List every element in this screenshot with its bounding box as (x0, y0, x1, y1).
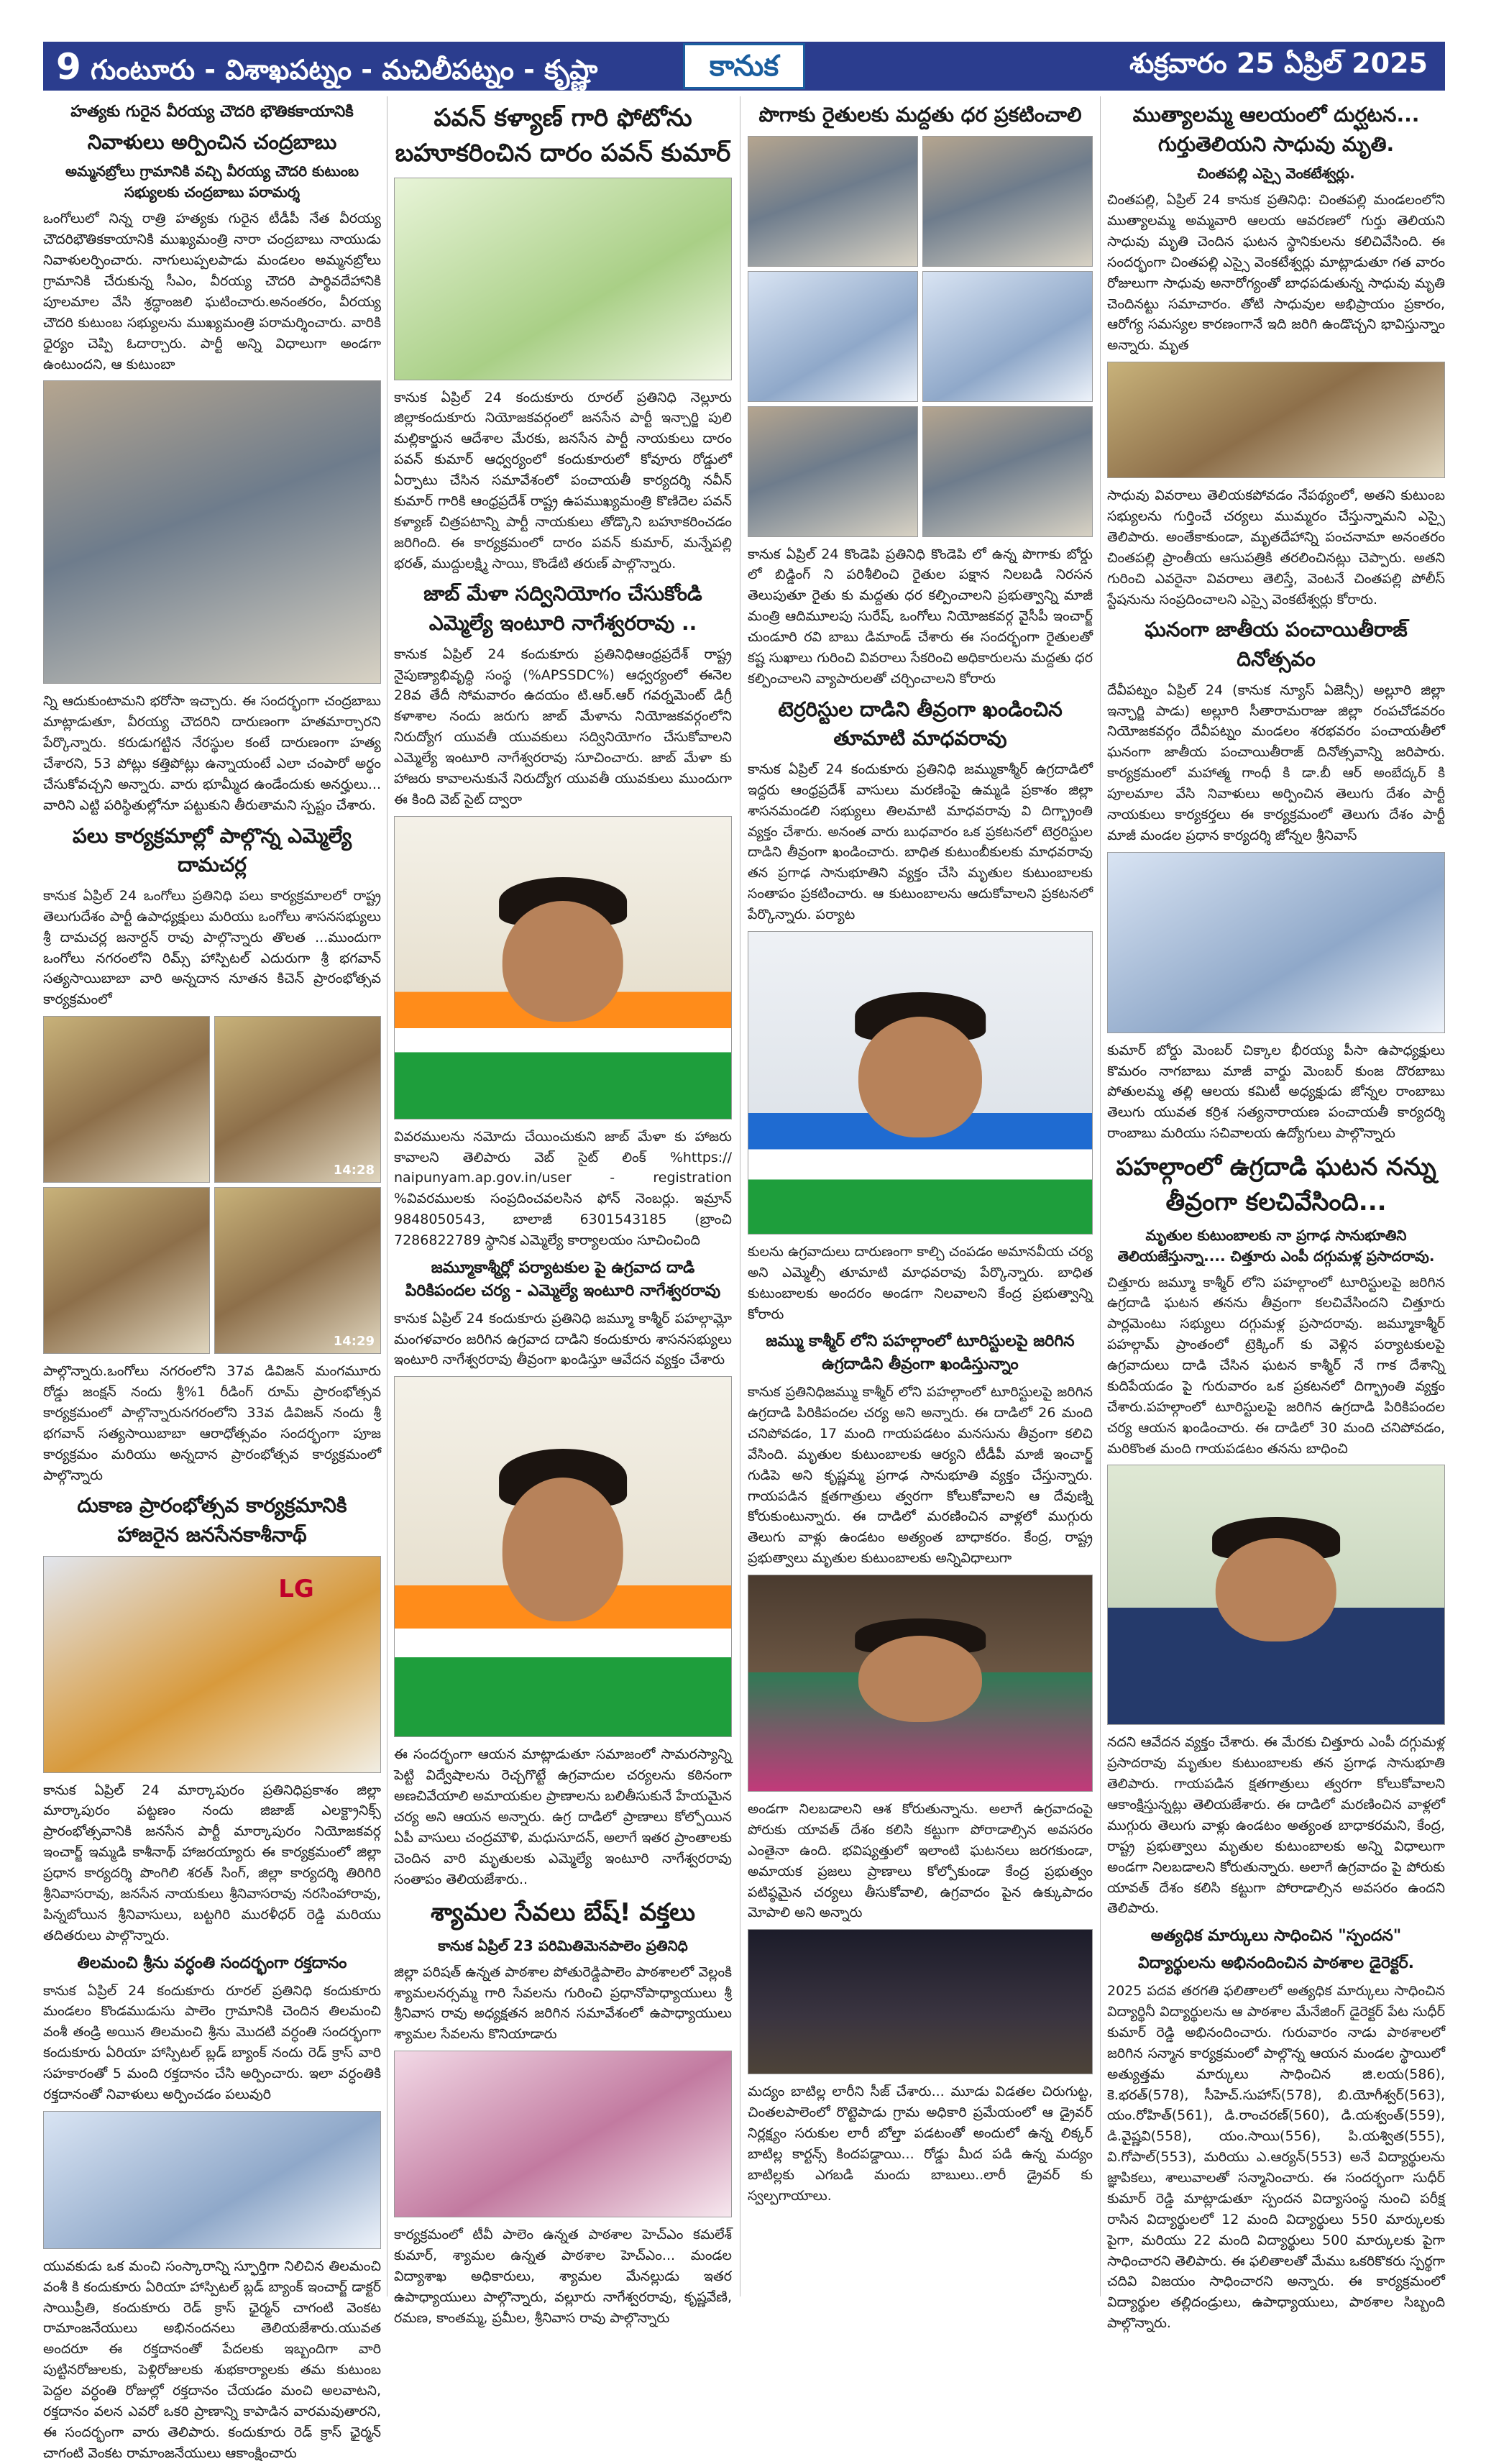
shop-sign-text: LG (278, 1574, 314, 1603)
liquor-lorry-photo (748, 1929, 1093, 2074)
headline: పలు కార్యక్రమాల్లో పాల్గొన్న ఎమ్మెల్యే దామచర్ల (72, 823, 352, 877)
article-body: కానుక ఏప్రిల్ 24 కందుకూరు ప్రతినిధి జమ్ముకాశ్మీర్ ఉగ్రదాడిలో ఇద్దరు ఆంధ్రప్రదేశ్ వాసులు మరణింపై ఉమ్మడి ప్రకాశం జిల్లా శాసనమండలి సభ్యులు తిలమాటి మాధవరావు వి దిగ్భ్రాంతి వ్యక్తం చేశారు. అనంత వారు బుధవారం ఒక ప్రకటనలో టెర్రరిస్టుల దాడిని తీవ్రంగా ఖండించారు. బాధిత కుటుంబీకులకు మాధవరావు తన ప్రగాఢ సానుభూతిని వ్యక్తం చేసి మృతుల కుటుంబాలకు సంతాపం ప్రకటించారు. ఆ కుటుంబాలను ఆదుకోవాలని ప్రకటనలో పేర్కొన్నారు. పర్యాట (748, 761, 1093, 923)
article-body: ఈ సందర్భంగా ఆయన మాట్లాడుతూ సమాజంలో సామరస్యాన్ని పెట్టి విద్వేషాలను రెచ్చగొట్టే ఉగ్రవాదుల చర్యలను కఠినంగా అణచివేయాలి అమాయకుల ప్రాణాలను బలితీసుకునే హేయమైన చర్య అని ఆయన అన్నారు. ఉగ్ర దాడిలో ప్రాణాలు కోల్పోయిన ఏపీ వాసులు చంద్రమౌళి, మధుసూదన్, అలాగే ఇతర ప్రాంతాలకు చెందిన వారి మృతులకు ఎమ్మెల్యే ఇంటూరి నాగేశ్వరరావు సంతాపం తెలియజేశారు.. (394, 1746, 732, 1887)
column-3 (748, 96, 1093, 2296)
headline: దుకాణ ప్రారంభోత్సవ కార్యక్రమానికి హాజరైన జనసేనకాశీనాథ్ (77, 1493, 347, 1547)
article-body: సాధువు వివరాలు తెలియకపోవడం నేపథ్యంలో, అతని కుటుంబ సభ్యులను గుర్తించే చర్యలు ముమ్మరం చేస్తున్నామని ఎస్సై తెలిపారు. అంతేకాకుండా, మృతదేహాన్ని పంచనామా అనంతరం చింతపల్లి ప్రాంతీయ ఆసుపత్రికి తరలించినట్లు చెప్పారు. అతని గురించి ఎవరైనా వివరాలు తెలిస్తే, వెంటనే చింతపల్లి పోలీస్ స్టేషనును సంప్రదించాలని ఎస్సై వెంకటేశ్వర్లు కోరారు. (1107, 487, 1445, 608)
farmers-photo (748, 271, 918, 402)
subheadline: కానుక ఏప్రిల్ 23 పరిమితిమెనపాలెం ప్రతినిధి (438, 1936, 688, 1954)
article-body: కానుక ఏప్రిల్ 24 కందుకూరు ప్రతినిధిఆంధ్రప్రదేశ్ రాష్ట్ర నైపుణ్యాభివృద్ధి సంస్థ (%APSSDC%) ఆధ్వర్యంలో ఈనెల 28వ తేదీ సోమవారం ఉదయం టి.ఆర్.ఆర్ గవర్నమెంట్ డిగ్రీ కళాశాల నందు జరుగు జాబ్ మేళాను నియోజకవర్గంలోని నిరుద్యోగ యువతీ యువకులు సద్వినియోగం చేసుకోవాలని ఎమ్మెల్యే ఇంటూరి నాగేశ్వరరావు సూచించారు. జాబ్ మేళా కు హాజరు కావాలనుకునే నిరుద్యోగ యువతీ యువకులు ముందుగా ఈ కింది వెబ్ సైట్ ద్వారా (394, 646, 732, 807)
headline: పవన్ కళ్యాణ్ గారి ఫోటోను బహూకరించిన దారం పవన్ కుమార్ (395, 104, 731, 168)
headline: ఘనంగా జాతీయ పంచాయితీరాజ్ దినోత్సవం (1145, 618, 1408, 672)
article-body: వివరములను నమోదు చేయించుకుని జాబ్ మేళా కు హాజరు కావాలని తెలిపారు వెబ్ సైట్ లింక్ %https:// naipunyam.ap.gov.in/user - registration %వివరములకు సంప్రదించవలసిన ఫోన్ నెంబర్లు. ఇమ్రాన్ 9848050543, బాలాజీ 6301543185 (బ్రాంచి 7286822789 స్థానిక ఎమ్మెల్యే కార్యాలయం సూచించింది (394, 1128, 732, 1249)
article-tobacco-farmers (748, 101, 1093, 690)
article-body: కానుక ఏప్రిల్ 24 ఒంగోలు ప్రతినిధి పలు కార్యక్రమాలలో రాష్ట్ర తెలుగుదేశం పార్టీ ఉపాధ్యక్షులు మరియు ఒంగోలు శాసనసభ్యులు శ్రీ దామచర్ల జనార్దన్ రావు పాల్గొన్నారు తొలత ...ముందుగా ఒంగోలు నగరంలోని రిమ్స్ హాస్పిటల్ ఎదురుగా శ్రీ భగవాన్ సత్యసాయిబాబా వారి అన్నదాన నూతన కిచెన్ ప్రారంభోత్సవ కార్యక్రమంలో (43, 887, 381, 1008)
photo-timestamp: 14:28 (333, 1163, 375, 1178)
blood-donation-photo (43, 2111, 381, 2249)
article-chandrababu (43, 101, 381, 816)
column-2 (394, 96, 732, 2326)
headline: పహల్గాంలో ఉగ్రదాడి ఘటన నన్ను తీవ్రంగా కలచివేసింది... (1116, 1153, 1436, 1217)
leader-portrait (748, 1575, 1093, 1792)
article-body: యువకుడు ఒక మంచి సంస్కారాన్ని స్ఫూర్తిగా నిలిచిన తిలమంచి వంశీ కి కందుకూరు ఏరియా హాస్పిటల్ బ్లడ్ బ్యాంక్ ఇంచార్జ్ డాక్టర్ సాయిప్రీతి, కందుకూరు రెడ్ క్రాస్ ఛైర్మన్ చాగంటి వెంకట రామాంజనేయులు అభినందనలు తెలియజేశారు.యువత అందరూ ఈ రక్తదానంతో పేదలకు ఇబ్బందిగా వారి పుట్టినరోజులకు, పెళ్లిరోజులకు శుభకార్యాలకు తమ కుటుంబ పెద్దల వర్ధంతి రోజుల్లో రక్తదానం చేయడం మంచి అలవాటని, రక్తదానం వలన ఎవరో ఒకరి ప్రాణాన్ని కాపాడిన వారమవుతారని, ఈ సందర్భంగా వారు తెలిపారు. కందుకూరు రెడ్ క్రాస్ ఛైర్మన్ చాగంటి వెంకట రామాంజనేయులు ఆకాంక్షించారు (43, 2258, 381, 2461)
article-body: కానుక ఏప్రిల్ 24 కందుకూరు రూరల్ ప్రతినిధి నెల్లూరు జిల్లాకందుకూరు నియోజకవర్గంలో జనసేన పార్టీ ఇన్చార్జి పులి మల్లికార్జున ఆదేశాల మేరకు, జనసేన పార్టీ నాయకులు దారం పవన్ కుమార్ ఆధ్వర్యంలో కందుకూరులో కోవూరు రోడ్డులో ఏర్పాటు చేసిన సమావేశంలో పంచాయతీ కార్యదర్శి నవీన్ కుమార్ గారికి ఆంధ్రప్రదేశ్ రాష్ట్ర ఉపముఖ్యమంత్రి కొణిదెల పవన్ కళ్యాణ్ చిత్రపటాన్ని పార్టీ నాయకులు తోడ్కొని బహూకరించడం జరిగింది. ఈ కార్యక్రమంలో దారం పవన్ కుమార్, మన్నేపల్లి భరత్, ముద్దులక్ష్మి సాయి, కొండేటి తరుణ్ పాల్గొన్నారు. (394, 389, 732, 572)
mp-portrait (1107, 1465, 1445, 1725)
article-body: మద్యం బాటిల్ల లారీని సీజ్ చేశారు... మూడు విడతల చిరుగుట్ట, చింతలపాలెంలో రొట్టెపాడు గ్రామ అధికారి ప్రమేయంలో ఆ డ్రైవర్ నిర్లక్ష్యం సరుకుల లారీ బోల్తా పడటంతో అందులో ఉన్న లిక్కర్ బాటిల్ల కార్టన్స్ కిందపడ్డాయి... రోడ్డు మీద పడి ఉన్న మద్యం బాటిల్లకు ఎగబడి మందు బాబులు..లారీ డ్రైవర్ కు స్వల్పగాయాలు. (748, 2084, 1093, 2204)
headline: అత్యధిక మార్కులు సాధించిన "స్పందన" (1150, 1927, 1402, 1946)
masthead (43, 42, 1445, 91)
headline: జమ్ము కాశ్మీర్ లోని పహల్గాంలో టూరిస్టులపై జరిగిన ఉగ్రదాడిని తీవ్రంగా ఖండిస్తున్నాం (766, 1332, 1075, 1374)
headline: టెర్రరిస్టుల దాడిని తీవ్రంగా ఖండించిన తూమాటి మాధవరావు (778, 697, 1063, 751)
headline: జాబ్ మేళా సద్వినియోగం చేసుకోండి ఎమ్మెల్యే ఇంటూరి నాగేశ్వరరావు .. (423, 582, 702, 636)
farmers-photo (922, 271, 1093, 402)
farmers-photo (922, 136, 1093, 267)
article-body: కానుక ఏప్రిల్ 24 మార్కాపురం ప్రతినిధిప్రకాశం జిల్లా మార్కాపురం పట్టణం నందు జిజాజ్ ఎలక్ట్రానిక్స్ ప్రారంభోత్సవానికి జనసేన పార్టీ మార్కాపురం నియోజకవర్గ ఇంచార్జ్ ఇమ్మడి కాశీనాథ్ హాజరయ్యారు ఈ కార్యక్రమంలో జిల్లా ప్రధాన కార్యదర్శి పొంగిలి శరత్ సింగ్, జిల్లా కార్యదర్శి తిరిగిరి శ్రీనివాసరావు, జనసేన నాయకులు శ్రీనివాసరావు నరసింహారావు, పిన్నబోయిన శ్రీనివాసులు, బట్టగిరి మురళీధర్ రెడ్డి మరియు తదితరులు పాల్గొన్నారు. (43, 1782, 381, 1943)
event-photo (43, 1187, 210, 1354)
article-jk-attack-mla (394, 1257, 732, 1890)
article-body: కానుక ఏప్రిల్ 24 కొండెపి ప్రతినిధి కొండెపి లో ఉన్న పొగాకు బోర్డు లో బిడ్డింగ్ ని పరిశీలించి రైతుల పక్షాన నిలబడి నిరసన తెలుపుతూ రైతు కు మద్దతు ధర కల్పించాలని ప్రభుత్వాన్ని మాజీ మంత్రి ఆదిమూలపు సురేష్, ఒంగోలు నియోజకవర్గ వైసీపీ ఇంచార్జ్ చుండూరి రవి బాబు డిమాండ్ చేశారు ఈ సందర్భంగా రైతులతో కష్ట సుఖాలు గురించి వివరాలు సేకరించి అధికారులను మద్దతు ధర కల్పించాలని వ్యాపారులతో చర్చించాలని కోరారు (748, 546, 1093, 687)
article-tumati (748, 695, 1093, 1325)
issue-date: శుక్రవారం 25 ఏప్రిల్ 2025 (1129, 47, 1428, 79)
article-body: 2025 పదవ తరగతి ఫలితాలలో అత్యధిక మార్కులు సాధించిన విద్యార్థినీ విద్యార్థులను ఆ పాఠశాల మేనేజింగ్ డైరెక్టర్ పేట సుధీర్ కుమార్ రెడ్డి అభినందించారు. గురువారం నాడు పాఠశాలలో జరిగిన సన్మాన కార్యక్రమంలో పాల్గొన్న ఆయన మండల స్థాయిలో అత్యుత్తమ మార్కులు సాధించిన జి.లయ(586), కె.భరత్(578), సీహెచ్.సుహాస్(578), బి.యోగీశ్వర్(563), యం.రోహిత్(561), డి.రాంచరణ్(560), డి.యశ్వంత్(559), డి.వైష్ణవి(558), యం.సాయి(556), పి.యశ్విత(555), వి.గోపాల్(553), మరియు ఎ.ఆర్యన్(553) అనే విద్యార్థులను జ్ఞాపికలు, శాలువాలతో సన్మానించారు. ఈ సందర్భంగా సుధీర్ కుమార్ రెడ్డి మాట్లాడుతూ స్పందన విద్యాసంస్థ నుంచి పరీక్ష రాసిన విద్యార్థులలో 12 మంది విద్యార్థులు 550 మార్కులకు పైగా, మరియు 22 మంది విద్యార్థులు 500 మార్కులకు పైగా సాధించారని తెలిపారు. ఈ ఫలితాలతో మేము ఒకరికొకరు స్పర్థగా చదివి విజయం సాధించారని అన్నారు. ఈ కార్యక్రమంలో విద్యార్థుల తల్లిదండ్రులు, ఉపాధ్యాయులు, పాఠశాల సిబ్బంది పాల్గొన్నారు. (1107, 1983, 1445, 2332)
article-sadhu-death (1107, 101, 1445, 610)
farmers-photo (748, 406, 918, 537)
article-pawan-photo (394, 101, 732, 574)
article-spandana-school (1107, 1925, 1445, 2334)
column-divider (1100, 96, 1101, 2296)
photo-presentation (394, 178, 732, 380)
article-body: కానుక ప్రతినిధిజమ్ము కాశ్మీర్ లోని పహల్గాంలో టూరిస్టులపై జరిగిన ఉగ్రదాడి పిరికిపందల చర్య అని అన్నారు. ఈ దాడిలో 26 మంది చనిపోవడం, 17 మంది గాయపడటం మనసును తీవ్రంగా కలిచి వేసింది. మృతుల కుటుంబాలకు ఆర్యని టీడీపీ మాజీ ఇంచార్జ్ గుడిపె అని కృష్ణమ్మ ప్రగాఢ సానుభూతి వ్యక్తం చేస్తున్నారు. గాయపడిన క్షతగాత్రులు త్వరగా కోలుకోవాలని ఆ దేవుణ్ని కోరుకుంటున్నారు. ఈ దాడిలో మరణించిన వాళ్లలో ముగ్గురు తెలుగు వాళ్లు ఉండటం అత్యంత బాధాకరం. కేంద్ర, రాష్ట్ర ప్రభుత్వాలు మృతుల కుటుంబాలకు అన్నివిధాలుగా (748, 1384, 1093, 1567)
headline: పొగాకు రైతులకు మద్దతు ధర ప్రకటించాలి (758, 103, 1082, 127)
article-pahalgam-condemn (748, 1330, 1093, 2206)
felicitation-photo (394, 2051, 732, 2217)
subheadline: అమ్మనబ్రోలు గ్రామానికి వచ్చి వీరయ్య చౌదరి కుటుంబ సభ్యులకు చంద్రబాబు పరామర్శ (65, 162, 359, 201)
column-1 (43, 96, 381, 2461)
article-body: కార్యక్రమంలో టీవీ పాలెం ఉన్నత పాఠశాల హెచ్ఎం కమలేశ్ కుమార్, శ్యామల ఉన్నత పాఠశాల హెచ్ఎం... మండల విద్యాశాఖ అధికారులు, శ్యామల మేనల్లుడు ఇతర ఉపాధ్యాయులు పాల్గొన్నారు, వల్లూరు నాగేశ్వరరావు, కృష్ణవేణి, రమణ, కాంతమ్మ, ప్రమీల, శ్రీనివాస రావు పాల్గొన్నారు (394, 2227, 732, 2326)
mla-portrait (394, 1376, 732, 1737)
temple-photo (1107, 362, 1445, 478)
farmers-photo (922, 406, 1093, 537)
panchayat-photo (1107, 852, 1445, 1033)
article-job-mela (394, 580, 732, 1250)
event-photo (214, 1016, 381, 1183)
region-title: గుంటూరు - విశాఖపట్నం - మచిలీపట్నం - కృష్ణా (91, 54, 598, 86)
article-body: చింతపల్లి, ఏప్రిల్ 24 కానుక ప్రతినిధి: చింతపల్లి మండలంలోని ముత్యాలమ్మ అమ్మవారి ఆలయ ఆవరణలో గుర్తు తెలియని సాధువు మృతి చెందిన ఘటన స్థానికులను కలిచివేసింది. ఈ సందర్భంగా చింతపల్లి ఎస్సై వెంకటేశ్వర్లు మాట్లాడుతూ గత వారం రోజులుగా సాధువు అనారోగ్యంతో బాధపడుతున్న సాధువు మృతి చెందినట్టు సమాచారం. తోటి సాధువుల అభిప్రాయం ప్రకారం, ఆరోగ్య సమస్యల కారణంగానే ఇది జరిగి ఉండొచ్చని భావిస్తున్నాం అన్నారు. మృత (1107, 192, 1445, 354)
article-shop-opening (43, 1491, 381, 1946)
column-4 (1107, 96, 1445, 2332)
mlc-portrait (748, 931, 1093, 1235)
article-body: ఒంగోలులో నిన్న రాత్రి హత్యకు గురైన టీడీపీ నేత వీరయ్య చౌదరిభౌతికకాయానికి ముఖ్యమంత్రి నారా చంద్రబాబు నాయుడు నివాళులర్పించారు. నాగులుప్పలపాడు మండలం అమ్మనబ్రోలు గ్రామానికి చేరుకున్న సీఎం, వీరయ్య చౌదరి పార్థివదేహానికి పూలమాల వేసి శ్రద్ధాంజలి ఘటించారు.అనంతరం, వీరయ్య చౌదరి కుటుంబ సభ్యులను ముఖ్యమంత్రి పరామర్శించారు. వారికి ధైర్యం చెప్పి ఓదార్చారు. పార్టీ అన్ని విధాలుగా అండగా ఉంటుందని, ఆ కుటుంబా (43, 211, 381, 372)
article-blood-donation (43, 1952, 381, 2464)
article-body: న్ని ఆదుకుంటామని భరోసా ఇచ్చారు. ఈ సందర్భంగా చంద్రబాబు మాట్లాడుతూ, వీరయ్య చౌదరిని దారుణంగా హతమార్చారని పేర్కొన్నారు. కరుడుగట్టిన నేరస్థుల కంటే దారుణంగా హత్య చేశారని, 53 పోట్లు కత్తిపోట్లు ఉన్నాయంటే ఎలా చంపారో అర్థం చేసుకోవచ్చని అన్నారు. వారు భూమ్మీద ఉండేందుకు అనర్హులు... వారిని ఎట్టి పరిస్థితుల్లోనూ పట్టుకుని తీరుతామని స్పష్టం చేశారు. (43, 693, 381, 813)
subheadline: మృతుల కుటుంబాలకు నా ప్రగాఢ సానుభూతిని తెలియజేస్తున్నా.... చిత్తూరు ఎంపీ దగ్గుమళ్ల ప్రసాదరావు. (1117, 1226, 1435, 1265)
article-mp-pahalgam (1107, 1150, 1445, 1919)
photo-grid (43, 1016, 381, 1354)
subheadline: చింతపల్లి ఎస్సై వెంకటేశ్వర్లు. (1197, 165, 1355, 183)
article-body: పాల్గొన్నారు.ఒంగోలు నగరంలోని 37వ డివిజన్ మంగమూరు రోడ్డు జంక్షన్ నందు శ్రీ%1 రీడింగ్ రూమ్ ప్రారంభోత్సవ కార్యక్రమంలో పాల్గొన్నారునగరంలోని 33వ డివిజన్ నందు శ్రీ భగవాన్ సత్యసాయిబాబా ఆరాధోత్సవం సందర్భంగా పూజ కార్యక్రమం మరియు అన్నదాన ప్రారంభోత్సవ కార్యక్రమంలో పాల్గొన్నారు (43, 1363, 381, 1483)
headline: హత్యకు గురైన వీరయ్య చౌదరి భౌతికకాయానికి (70, 103, 354, 121)
headline: ముత్యాలమ్మ ఆలయంలో దుర్ఘటన... గుర్తుతెలియని సాధువు మృతి. (1132, 103, 1420, 156)
photo-timestamp: 14:29 (333, 1334, 375, 1350)
photo-grid (748, 136, 1093, 537)
event-photo (43, 1016, 210, 1183)
page-number: 9 (56, 46, 81, 88)
headline: శ్యామల సేవలు బేష్! వక్తలు (430, 1898, 696, 1928)
farmers-photo (748, 136, 918, 267)
mla-portrait (394, 816, 732, 1119)
article-body: కానుక ఏప్రిల్ 24 కందుకూరు ప్రతినిధి జమ్మూ కాశ్మీర్ పహల్గామ్లో మంగళవారం జరిగిన ఉగ్రవాద దాడిని కందుకూరు శాసనసభ్యులు ఇంటూరి నాగేశ్వరరావు తీవ్రంగా ఖండిస్తూ ఆవేదన వ్యక్తం చేశారు (394, 1310, 732, 1368)
article-body: చిత్తూరు జమ్మూ కాశ్మీర్ లోని పహల్గాంలో టూరిస్టులపై జరిగిన ఉగ్రదాడి ఘటన తనను తీవ్రంగా కలచివేసిందని చిత్తూరు పార్లమెంటు సభ్యులు దగ్గుమళ్ల ప్రసాదరావు. జమ్మూకాశ్మీర్ పహల్గామ్ ప్రాంతంలో ట్రెక్కింగ్ కు వెళ్లిన పర్యాటకులపై ఉగ్రవాదులు దాడి చేసిన ఘటన కాశ్మీర్ నే గాక దేశాన్ని కుదిపేయడం పై గురువారం ఒక ప్రకటనలో దిగ్భ్రాంతి వ్యక్తం చేశారు.పహల్గాంలో టూరిస్టులపై జరిగిన ఉగ్రదాడి పిరికిపందల చర్య ఆయన ఖండించారు. ఈ దాడిలో 30 మంది చనిపోవడం, మరికొంత మంది గాయపడటం తనను బాధించి (1107, 1274, 1445, 1457)
article-body: జిల్లా పరిషత్ ఉన్నత పాఠశాల పోతురెడ్డిపాలెం పాఠశాలలో వెల్లంకి శ్యామలనర్సమ్మ గారి సేవలను గురించి ప్రధానోపాధ్యాయులు శ్రీ శ్రీనివాస రావు అధ్యక్షతన జరిగిన సమావేశంలో ఉపాధ్యాయులు శ్యామల సేవలను కొనియాడారు (394, 1964, 732, 2043)
article-damacharla (43, 822, 381, 1486)
headline: తిలమంచి శ్రీను వర్ధంతి సందర్భంగా రక్తదానం (77, 1954, 347, 1972)
article-panchayat-day (1107, 615, 1445, 1144)
article-body: కానుక ఏప్రిల్ 24 కందుకూరు రూరల్ ప్రతినిధి కందుకూరు మండలం కొండముడుసు పాలెం గ్రామానికి చెందిన తిలమంచి వంశీ తండ్రి అయిన తిలమంచి శ్రీను మొదటి వర్ధంతి సందర్భంగా కందుకూరు ఏరియా హాస్పిటల్ బ్లడ్ బ్యాంక్ నందు రెడ్ క్రాస్ వారి సహకారంతో 5 మంది రక్తదానం చేసి అర్పించారు. ఇలా వర్ధంతికి రక్తదానంతో నివాళులు అర్పించడం పలువురి (43, 1982, 381, 2102)
masthead-left (56, 46, 597, 93)
article-body: కులను ఉగ్రవాదులు దారుణంగా కాల్చి చంపడం అమానవీయ చర్య అని ఎమ్మెల్సీ తూమాటి మాధవరావు పేర్కొన్నారు. బాధిత కుటుంబాలకు అందరం అండగా నిలవాలని కేంద్ర ప్రభుత్వాన్ని కోరారు (748, 1243, 1093, 1322)
shop-opening-photo (43, 1556, 381, 1773)
article-body: దేవీపట్నం ఏప్రిల్ 24 (కానుక న్యూస్ ఏజెన్సీ) అల్లూరి జిల్లా ఇన్ఛార్జి పాడు) అల్లూరి సీతారామరాజు జిల్లా రంపచోడవరం నియోజకవర్గం దేవీపట్నం మండలం శరభవరం పంచాయతీలో ఘనంగా జాతీయ పంచాయితీరాజ్ దినోత్సవాన్ని జరిపారు. కార్యక్రమంలో మహాత్మ గాంధీ కి డా.బీ ఆర్ అంబేద్కర్ కి పూలమాల వేసి నివాళులు అర్పించిన తెలుగు దేశం పార్టీ నాయకులు కార్యకర్తలు ఈ కార్యక్రమంలో తెలుగు దేశం పార్టీ మాజీ మండల ప్రధాన కార్యదర్శి జోన్నల శ్రీనివాస్ (1107, 682, 1445, 843)
article-shyamala (394, 1895, 732, 2328)
headline: విద్యార్థులను అభినందించిన పాఠశాల డైరెక్టర్. (1138, 1954, 1414, 1973)
headline: నివాళులు అర్పించిన చంద్రబాబు (87, 129, 337, 154)
newspaper-logo: కానుక (683, 43, 805, 89)
headline: జమ్మూకాశ్మీర్లో పర్యాటకుల పై ఉగ్రవాద దాడి పిరికిపందల చర్య - ఎమ్మెల్యే ఇంటూరి నాగేశ్వరరావు (405, 1258, 721, 1300)
article-body: నదని ఆవేదన వ్యక్తం చేశారు. ఈ మేరకు చిత్తూరు ఎంపీ దగ్గుమళ్ల ప్రసాదరావు మృతుల కుటుంబాలకు తన ప్రగాఢ సానుభూతి తెలిపారు. గాయపడిన క్షతగాత్రులు త్వరగా కోలుకోవాలని ఆకాంక్షిస్తున్నట్లు తెలియజేశారు. ఈ దాడిలో మరణించిన వాళ్లలో ముగ్గురు తెలుగు వాళ్లు ఉండటం అత్యంత బాధాకరమని, కేంద్ర, రాష్ట్ర ప్రభుత్వాలు మృతుల కుటుంబాలకు అన్ని విధాలుగా అండగా నిలబడాలని కోరుతున్నారు. అలాగే ఉగ్రవాదం పై పోరుకు యావత్ దేశం కలిసి కట్టుగా పోరాడాల్సిన అవసరం ఉందని తెలిపారు. (1107, 1734, 1445, 1917)
article-body: అండగా నిలబడాలని ఆశ కోరుతున్నాను. అలాగే ఉగ్రవాదంపై పోరుకు యావత్ దేశం కలిసి కట్టుగా పోరాడాల్సిన అవసరం ఎంతైనా ఉంది. భవిష్యత్తులో ఇలాంటి ఘటనలు జరగకుండా, అమాయక ప్రజలు ప్రాణాలు కోల్పోకుండా కేంద్ర ప్రభుత్వం పటిష్ఠమైన చర్యలు తీసుకోవాలి, ఉగ్రవాదం పైన ఉక్కుపాదం మోపాలి అని అన్నారు (748, 1801, 1093, 1921)
article-body: కుమార్ బోర్డు మెంబర్ చిక్కాల భీరయ్య పీసా ఉపాధ్యక్షులు కొమరం నాగబాబు మాజీ వార్డు మెంబర్ కుంజ దొరబాబు పోతులమ్మ తల్లి ఆలయ కమిటీ అధ్యక్షుడు జోన్నల రాంబాబు తెలుగు యువత కర్రిశ సత్యనారాయణ పంచాయతీ కార్యదర్శి రాంబాబు మరియు సచివాలయ ఉద్యోగులు పాల్గొన్నారు (1107, 1042, 1445, 1142)
photo-collage-condolence (43, 380, 381, 684)
event-photo (214, 1187, 381, 1354)
